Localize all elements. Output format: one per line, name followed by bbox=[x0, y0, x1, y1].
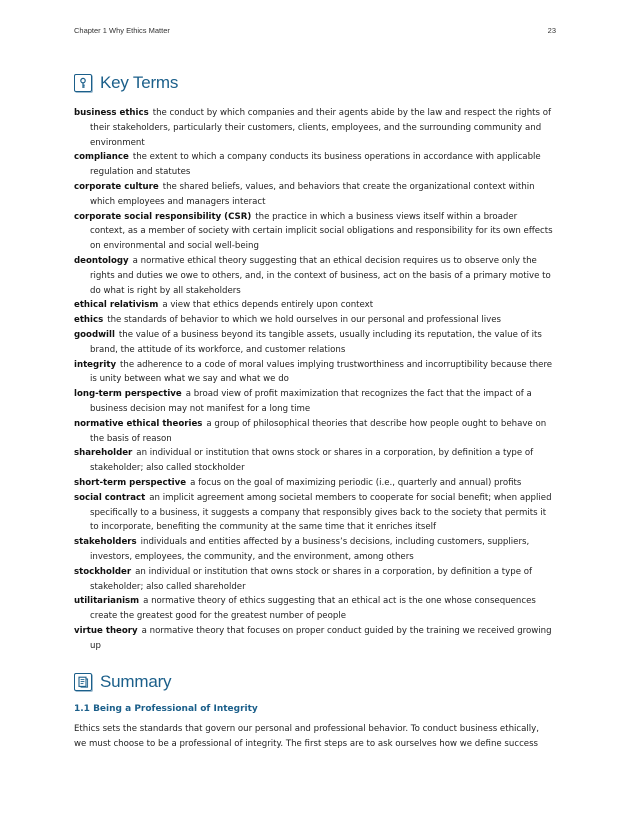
key-term-word: shareholder bbox=[74, 448, 133, 459]
key-term-entry bbox=[74, 491, 554, 535]
key-icon bbox=[74, 74, 92, 92]
key-term-word: corporate social responsibility (CSR) bbox=[74, 211, 252, 222]
key-term-definition: the conduct by which companies and their agents abide by the law and respect the rights of their stakeholders, particularly their customers, clients, employees, and the surrounding community and environment bbox=[90, 108, 552, 148]
key-terms-heading bbox=[74, 73, 178, 93]
key-term-definition: individuals and entities affected by a business’s decisions, including customers, suppliers, investors, employees, the community, and the environment, among others bbox=[90, 537, 530, 562]
key-term-definition: a focus on the goal of maximizing periodic (i.e., quarterly and annual) profits bbox=[190, 477, 522, 488]
summary-subsection-heading: 1.1 Being a Professional of Integrity bbox=[74, 704, 258, 714]
key-term-word: stockholder bbox=[74, 566, 132, 577]
key-term-entry bbox=[74, 624, 554, 654]
key-term-entry bbox=[74, 594, 554, 624]
key-term-entry bbox=[74, 254, 554, 298]
key-term-definition: an implicit agreement among societal members to cooperate for social benefit; when applied specifically to a business, it suggests a company that responsibly gives back to the society that permits it to incorporate, benefiting the community at the same time that it enriches itself bbox=[90, 492, 552, 533]
key-term-word: ethics bbox=[74, 315, 104, 326]
key-term-word: corporate culture bbox=[74, 181, 159, 192]
key-term-entry bbox=[74, 150, 554, 180]
key-term-word: ethical relativism bbox=[74, 300, 159, 311]
key-term-word: business ethics bbox=[74, 108, 149, 118]
key-term-definition: an individual or institution that owns stock or shares in a corporation, by definition a type of stakeholder; also called shareholder bbox=[90, 566, 533, 592]
key-term-entry bbox=[74, 417, 554, 447]
key-term-entry bbox=[74, 313, 554, 328]
key-term-definition: a group of philosophical theories that describe how people ought to behave on the basis of reason bbox=[90, 418, 547, 444]
key-term-definition: the adherence to a code of moral values implying trustworthiness and incorruptibility because there is unity between what we say and what we do bbox=[90, 359, 553, 385]
key-term-entry bbox=[74, 535, 554, 565]
summary-title: Summary bbox=[100, 672, 172, 691]
key-term-entry bbox=[74, 387, 554, 417]
key-term-word: utilitarianism bbox=[74, 596, 140, 607]
key-term-definition: the value of a business beyond its tangible assets, usually including its reputation, the value of its brand, the attitude of its workforce, and customer relations bbox=[90, 329, 542, 355]
key-term-word: short-term perspective bbox=[74, 477, 187, 488]
key-term-entry bbox=[74, 106, 554, 150]
key-term-definition: a broad view of profit maximization that recognizes the fact that the impact of a business decision may not manifest for a long time bbox=[90, 389, 532, 414]
key-term-definition: an individual or institution that owns stock or shares in a corporation, by definition a type of stakeholder; also called stockholder bbox=[90, 448, 534, 474]
key-term-definition: a view that ethics depends entirely upon context bbox=[162, 300, 374, 311]
key-term-word: social contract bbox=[74, 492, 146, 503]
key-term-entry bbox=[74, 476, 554, 491]
running-header bbox=[74, 26, 556, 38]
chapter-title: Chapter 1 Why Ethics Matter bbox=[74, 26, 170, 35]
key-term-definition: the practice in which a business views itself within a broader context, as a member of society with certain implicit social obligations and responsibility for its own effects on environmental and social well-being bbox=[90, 211, 553, 252]
key-term-entry bbox=[74, 328, 554, 358]
key-term-word: compliance bbox=[74, 152, 129, 163]
key-term-word: long-term perspective bbox=[74, 389, 182, 400]
key-term-definition: the shared beliefs, values, and behaviors that create the organizational context within which employees and managers interact bbox=[90, 181, 535, 207]
key-term-definition: a normative theory of ethics suggesting that an ethical act is the one whose consequences create the greatest good for the greatest number of people bbox=[90, 596, 536, 622]
key-term-entry bbox=[74, 446, 554, 476]
summary-icon bbox=[74, 673, 92, 691]
key-term-word: goodwill bbox=[74, 329, 115, 340]
key-term-entry bbox=[74, 358, 554, 388]
key-term-definition: the standards of behavior to which we hold ourselves in our personal and professional lives bbox=[107, 315, 501, 326]
key-term-word: deontology bbox=[74, 255, 129, 266]
key-term-definition: a normative theory that focuses on proper conduct guided by the training we received growing up bbox=[90, 625, 552, 651]
key-terms-title: Key Terms bbox=[100, 73, 179, 92]
key-term-entry bbox=[74, 298, 554, 313]
key-term-definition: a normative ethical theory suggesting that an ethical decision requires us to observe only the rights and duties we owe to others, and, in the context of business, act on the basis of a primary motive to do what is right by all stakeholders bbox=[90, 255, 551, 296]
key-term-definition: the extent to which a company conducts its business operations in accordance with applicable regulation and statutes bbox=[90, 152, 541, 178]
key-term-entry bbox=[74, 210, 554, 254]
key-term-entry bbox=[74, 180, 554, 210]
key-term-entry bbox=[74, 565, 554, 595]
summary-paragraph: Ethics sets the standards that govern our personal and professional behavior. To conduct business ethically, we must choose to be a professional of integrity. The first steps are to ask ourselves how we define success bbox=[74, 724, 540, 749]
key-term-word: normative ethical theories bbox=[74, 418, 203, 429]
key-term-word: integrity bbox=[74, 359, 117, 370]
summary-heading bbox=[74, 672, 171, 692]
page-number: 23 bbox=[547, 26, 556, 35]
key-terms-list bbox=[74, 106, 554, 653]
key-term-word: stakeholders bbox=[74, 537, 137, 548]
key-term-word: virtue theory bbox=[74, 625, 138, 636]
